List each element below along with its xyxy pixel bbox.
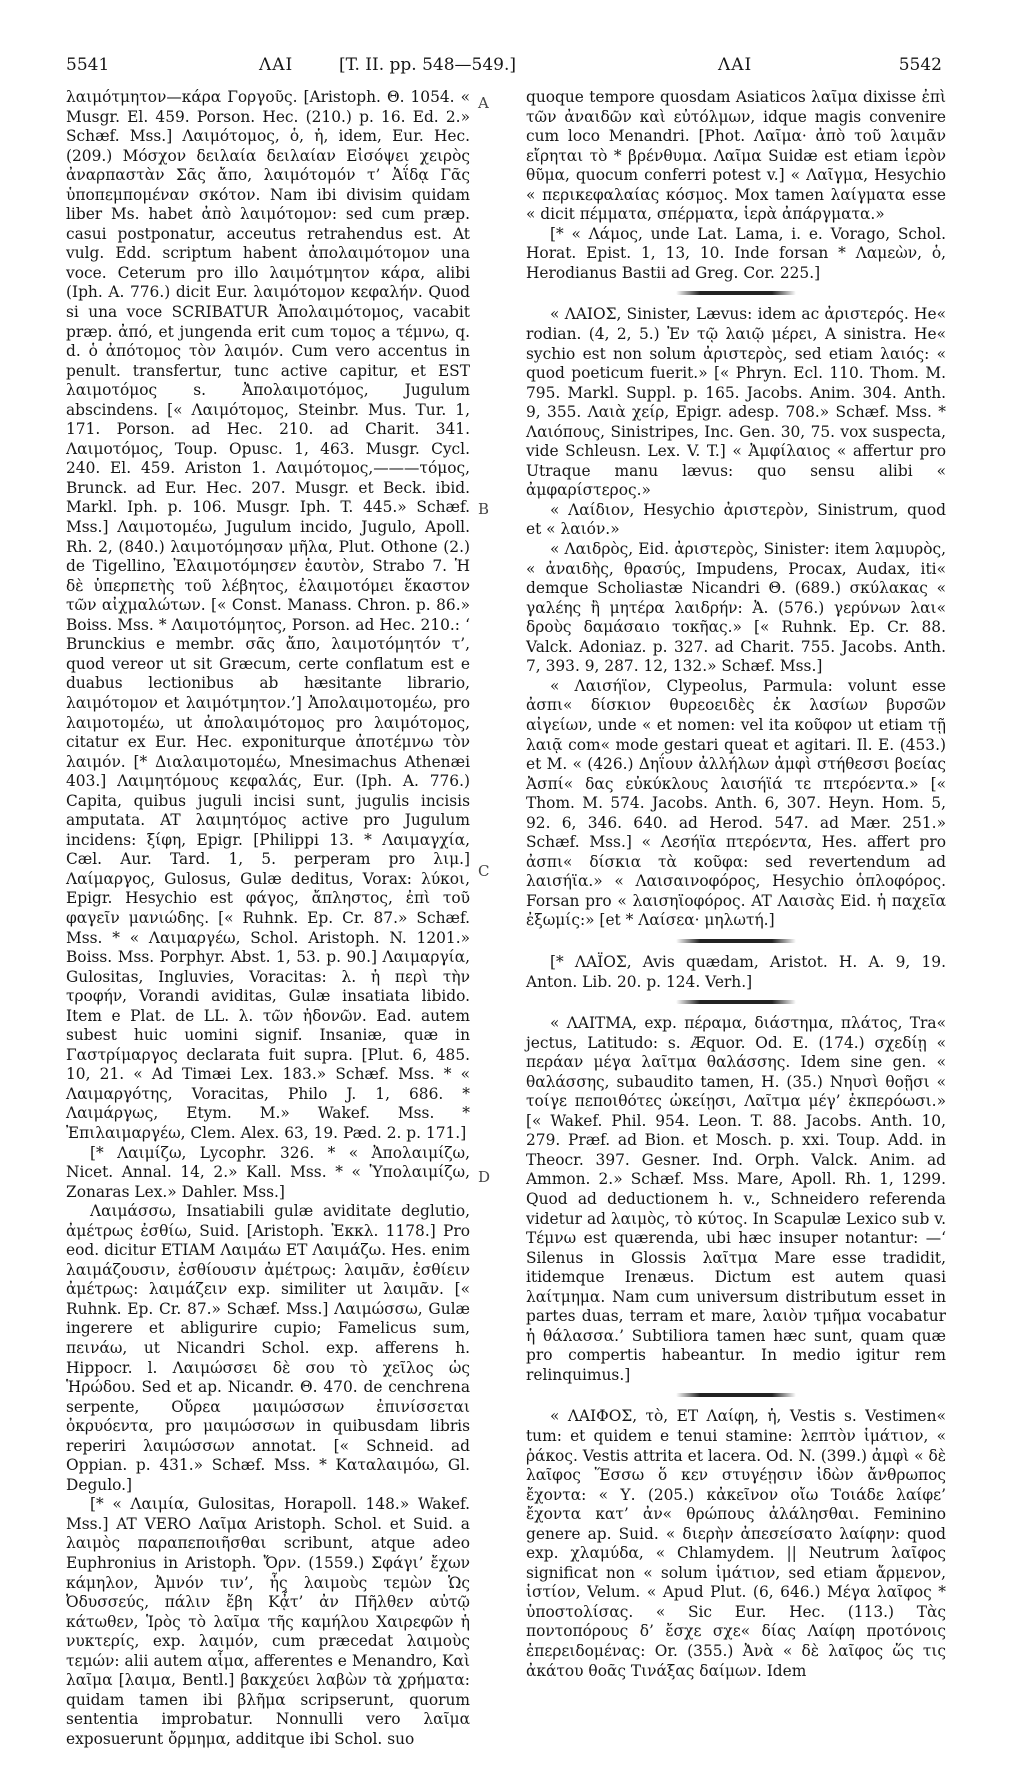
section-divider bbox=[676, 1393, 796, 1397]
entry-laidion: « Λαίδιον, Hesychio ἀριστερὸν, Sinistrum, quod et « λαιόν.» bbox=[526, 500, 946, 539]
entry-lamos: [* « Λάμος, unde Lat. Lama, i. e. Vorago, Schol. Horat. Epist. 1, 13, 10. Inde forsan * Λαμεὼν, ὁ, Herodianus Bastii ad Greg. Cor. 225.] bbox=[526, 224, 946, 282]
entry-laios-avis: [* ΛΑΪΟΣ, Avis quædam, Aristot. H. A. 9, 19. Anton. Lib. 20. p. 124. Verh.] bbox=[526, 952, 946, 991]
headword-left: ΛΑΙ bbox=[259, 55, 294, 75]
section-divider bbox=[676, 1000, 796, 1004]
left-column bbox=[66, 88, 470, 1749]
right-column bbox=[526, 88, 946, 1681]
entry-laiseion: « Λαισήϊον, Clypeolus, Parmula: volunt esse ἀσπι« δίσκιον θυρεοειδὲς ἐκ λασίων βυρσῶν αἰγείων, unde « et nomen: vel ita κοῦφον ut etiam τῇ λαιᾷ com« mode gestari queat et agitari. Il. E. (453.) et M. « (426.) Δηΐουν ἀλλήλων ἀμφὶ στήθεσσι βοείας Ἀσπί« δας εὐκύκλους λαισήϊά τε πτερόεντα.» [« Thom. M. 574. Jacobs. Anth. 6, 307. Heyn. Hom. 5, 92. 6, 346. 640. ad Herod. 547. ad Mær. 251.» Schæf. Mss.] « Λεσήϊα πτερόεντα, Hes. affert pro ἀσπι« δίσκια τὰ κοῦφα: sed revertendum ad λαισήϊα.» « Λαισαινοφόρος, Hesychio ὁπλοφόρος. Forsan pro « λαισηϊοφόρος. AT Λαισὰς Eid. ἡ παχεῖα ἐξωμίς:» [et * Λαίσεα· μηλωτή.] bbox=[526, 676, 946, 930]
margin-letter-c: C bbox=[478, 862, 490, 880]
page-number-left: 5541 bbox=[66, 55, 110, 75]
running-header bbox=[66, 50, 942, 80]
entry-laidros: « Λαιδρὸς, Eid. ἀριστερὸς, Sinister: item λαμυρὸς, « ἀναιδὴς, θρασύς, Impudens, Procax, Audax, iti« demque Scholiastæ Nicandri Θ. (689.) σκύλακας « γαλέης ἢ μητέρα λαιδρήν: Ἀ. (576.) γερύνων λαι« δροὺς δαμάσαιο τοκῆας.» [« Ruhnk. Ep. Cr. 88. Valck. Adoniaz. p. 327. ad Charit. 755. Jacobs. Anth. 7, 393. 9, 287. 12, 132.» Schæf. Mss.] bbox=[526, 540, 946, 676]
margin-letter-b: B bbox=[478, 500, 490, 518]
entry-laimia: [* « Λαιμία, Gulositas, Horapoll. 148.» Wakef. Mss.] AT VERO Λαῖμα Aristoph. Schol. et Suid. a λαιμὸς παραπεποιῆσθαι scribunt, atque adeo Euphronius in Aristoph. Ὄρν. (1559.) Σφάγι’ ἔχων κάμηλον, Ἀμνόν τιν’, ἧς λαιμοὺς τεμὼν Ὡς Ὀδυσσεύς, πάλιν ἔβη Κᾆτ’ ἀν Πῆλθεν αὐτῷ κάτωθεν, Ἱρὸς τὸ λαῖμα τῆς καμήλου Χαιρεφῶν ἡ νυκτερίς, exp. λαιμόν, cum præcedat λαιμοὺς τεμών: alii autem αἷμα, afferentes e Menandro, Καὶ λαῖμα [λαιμα, Bentl.] βακχεύει λαβὼν τὰ χρήματα: quidam tamen ibi βλῆμα scripserunt, quorum sententia improbatur. Nonnulli vero λαῖμα exposuerunt ὄρμημα, additque ibi Schol. suo bbox=[66, 1495, 470, 1748]
entry-laimasso: Λαιμάσσω, Insatiabili gulæ aviditate deglutio, ἀμέτρως ἐσθίω, Suid. [Aristoph. Ἐκκλ. 1178.] Pro eod. dicitur ETIAM Λαιμάω ET Λαιμάζω. Hes. enim λαιμάζουσιν, ἐσθίουσιν ἀμέτρως: λαιμᾶν, ἐσθίειν ἀμέτρως: λαιμάζειν exp. similiter ut λαιμᾶν. [« Ruhnk. Ep. Cr. 87.» Schæf. Mss.] Λαιμώσσω, Gulæ ingerere et abligurire cupio; Famelicus sum, πεινάω, ut Nicandri Schol. exp. afferens h. Hippocr. l. Λαιμώσσει δὲ σου τὸ χεῖλος ὡς Ἡρώδου. Sed et ap. Nicandr. Θ. 470. de cenchrena serpente, Οὔρεα μαιμώσσων ἐπινίσσεται ὀκρυόεντα, pro μαιμώσσων in quibusdam libris reperiri λαιμώσσων annotat. [« Schneid. ad Oppian. p. 431.» Schæf. Mss. * Καταλαιμόω, Gl. Degulo.] bbox=[66, 1202, 470, 1494]
margin-letter-d: D bbox=[478, 1168, 491, 1186]
entry-laimotmetos: λαιμότμητον—κάρα Γοργοῦς. [Aristoph. Θ. 1054. « Musgr. El. 459. Porson. Hec. (210.) p. 16. Ed. 2.» Schæf. Mss.] Λαιμότομος, ὁ, ἡ, idem, Eur. Hec. (209.) Μόσχον δειλαία δειλαίαν Εἰσόψει χειρὸς ἀναρπαστὰν Σᾶς ἄπο, λαιμότομόν τ’ Ἀΐδᾳ Γᾶς ὑποπεμπομέναν σκότον. Nam ibi divisim quidam liber Ms. habet ἀπὸ λαιμότομον: sed cum præp. casui postponatur, acceutus retrahendus est. At vulg. Edd. scriptum habent ἀπολαιμότομον una voce. Ceterum pro illo λαιμότμητον κάρα, alibi (Iph. A. 776.) dicit Eur. λαιμότομον κεφαλήν. Quod si una voce SCRIBATUR Ἀπολαιμότομος, vacabit præp. ἀπό, et jungenda erit cum τομος a τέμνω, q. d. ὁ ἀπότομος τὸν λαιμόν. Cum vero accentus in penult. transfertur, tunc active capitur, et EST λαιμοτόμος s. Ἀπολαιμοτόμος, Jugulum abscindens. [« Λαιμότομος, Steinbr. Mus. Tur. 1, 171. Porson. ad Hec. 210. ad Charit. 341. Λαιμοτόμος, Toup. Opusc. 1, 463. Musgr. Cycl. 240. El. 459. Ariston 1. Λαιμότομος,———τόμος, Brunck. ad Eur. Hec. 207. Musgr. et Beck. ibid. Markl. Iph. p. 106. Musgr. Iph. T. 445.» Schæf. Mss.] Λαιμοτομέω, Jugulum incido, Jugulo, Apoll. Rh. 2, (840.) λαιμοτόμησαν μῆλα, Plut. Othone (2.) de Tigellino, Ἐλαιμοτόμησεν ἑαυτὸν, Strabo 7. Ἡ δὲ ὑπερπετὴς τοῦ λέβητος, ἐλαιμοτόμει ἕκαστον τῶν αἰχμαλώτων. [« Const. Manass. Chron. p. 86.» Boiss. Mss. * Λαιμοτόμητος, Porson. ad Hec. 210.: ‘ Brunckius e membr. σᾶς ἄπο, λαιμοτόμητόν τ’, quod vereor ut sit Græcum, certe conflatum est e duabus lectionibus ab hæsitante librario, λαιμότομον et λαιμότμητον.’] Ἀπολαιμοτομέω, pro λαιμοτομέω, ut ἀπολαιμότομος pro λαιμότομος, citatur ex Eur. Hec. exponiturque ἀποτέμνω τὸν λαιμόν. [* Διαλαιμοτομέω, Mnesimachus Athenæi 403.] Λαιμητόμους κεφαλάς, Eur. (Iph. A. 776.) Capita, quibus juguli incisi sunt, jugulis incisis amputata. AT λαιμητόμος active pro Jugulum incidens: ξίφη, Epigr. [Philippi 13. * Λαιμαγχία, Cæl. Aur. Tard. 1, 5. perperam pro λιμ.] Λαίμαργος, Gulosus, Gulæ deditus, Vorax: λύκοι, Epigr. Hesychio est φάγος, ἄπληστος, ἐπὶ τοῦ φαγεῖν μανιώδης. [« Ruhnk. Ep. Cr. 87.» Schæf. Mss. * « Λαιμαργέω, Schol. Aristoph. N. 1201.» Boiss. Mss. Porphyr. Abst. 1, 53. p. 90.] Λαιμαργία, Gulositas, Ingluvies, Voracitas: λ. ἡ περὶ τὴν τροφήν, Vorandi aviditas, Gulæ insatiata libido. Item e Plat. de LL. λ. τῶν ἡδονῶν. Ead. autem subest huic uomini signif. Insaniæ, quæ in Γαστρίμαργος declarata fuit supra. [Plut. 6, 485. 10, 21. « Ad Timæi Lex. 183.» Schæf. Mss. * « Λαιμαργότης, Voracitas, Philo J. 1, 686. * Λαιμάργως, Etym. M.» Wakef. Mss. * Ἐπιλαιμαργέω, Clem. Alex. 63, 19. Pæd. 2. p. 171.] bbox=[66, 88, 470, 1142]
entry-laimizo: [* Λαιμίζω, Lycophr. 326. * « Ἀπολαιμίζω, Nicet. Annal. 14, 2.» Kall. Mss. * « Ὑπολαιμίζω, Zonaras Lex.» Dahler. Mss.] bbox=[66, 1143, 470, 1201]
margin-letter-a: A bbox=[478, 94, 489, 112]
volume-reference: [T. II. pp. 548—549.] bbox=[339, 55, 517, 75]
page-number-right: 5542 bbox=[898, 55, 942, 75]
entry-laima-continued: quoque tempore quosdam Asiaticos λαῖμα dixisse ἐπὶ τῶν ἀναιδῶν καὶ εὐτόλμων, idque magis convenire cum loco Menandri. [Phot. Λαῖμα· ἀπὸ τοῦ λαιμᾶν εἴρηται τὸ * βρένθυμα. Λαῖμα Suidæ est etiam ἱερὸν θῦμα, quocum conferri potest v.] « Λαῖγμα, Hesychio « περικεφαλαίας κόσμος. Mox tamen λαίγματα esse « dicit πέμματα, σπέρματα, ἱερὰ ἀπάργματα.» bbox=[526, 88, 946, 224]
headword-right: ΛΑΙ bbox=[718, 55, 753, 75]
section-divider bbox=[676, 939, 796, 943]
entry-laiphos: « ΛΑΙΦΟΣ, τὸ, ET Λαίφη, ἡ, Vestis s. Vestimen« tum: et quidem e tenui stamine: λεπτὸν ἱμάτιον, « ῥάκος. Vestis attrita et lacera. Od. N. (399.) ἀμφὶ « δὲ λαῖφος Ἕσσω ὅ κεν στυγέῃσιν ἰδὼν ἄνθρωπος ἔχοντα: « Υ. (205.) κἀκεῖνον οἴω Τοιάδε λαίφε’ ἔχοντα κατ’ ἀν« θρώπους ἀλάλησθαι. Feminino genere ap. Suid. « διερὴν ἀπεσείσατο λαίφην: quod exp. χλαμύδα, « Chlamydem. || Neutrum λαῖφος significat non « solum ἱμάτιον, sed etiam ἄρμενον, ἱστίον, Velum. « Apud Plut. (6, 646.) Μέγα λαῖφος * ὑποστολίσας. « Sic Eur. Hec. (113.) Τὰς ποντοπόρους δ’ ἔσχε σχε« δίας Λαίφη προτόνοις ἐπερειδομένας: Or. (355.) Ἀνὰ « δὲ λαῖφος ὥς τις ἀκάτου θοᾶς Τινάξας δαίμων. Idem bbox=[526, 1407, 946, 1680]
entry-laitma: « ΛΑΙΤΜΑ, exp. πέραμα, διάστημα, πλάτος, Tra« jectus, Latitudo: s. Æquor. Od. E. (174.) σχεδίῃ « περάαν μέγα λαῖτμα θαλάσσης. Idem sine gen. « θαλάσσης, subaudito tamen, H. (35.) Νηυσὶ θοῇσι « τοίγε πεποιθότες ὠκείῃσι, Λαῖτμα μέγ’ ἐκπερόωσι.» [« Wakef. Phil. 954. Leon. T. 88. Jacobs. Anth. 10, 279. Præf. ad Bion. et Mosch. p. xxi. Toup. Add. in Theocr. 397. Gesner. Ind. Orph. Valck. Anim. ad Ammon. 2.» Schæf. Mss. Mare, Apoll. Rh. 1, 1299. Quod ad deductionem h. v., Schneidero referenda videtur ad λαιμὸς, τὸ κύτος. In Scapulæ Lexico sub v. Τέμνω est quærenda, ubi hæc insuper notantur: —‘ Silenus in Glossis λαῖτμα Mare esse tradidit, itidemque Irenæus. Dictum est autem quasi λαίτμημα. Nam cum universum distributum esset in partes duas, terram et mare, λαιὸν τμῆμα vocabatur ἡ θάλασσα.’ Subtiliora tamen hæc sunt, quam quæ pro compertis habeantur. In medio igitur rem relinquimus.] bbox=[526, 1014, 946, 1384]
entry-laios-sinister: « ΛΑΙΟΣ, Sinister, Lævus: idem ac ἀριστερός. He« rodian. (4, 2, 5.) Ἐν τῷ λαιῷ μέρει, A sinistra. He« sychio est non solum ἀριστερὸς, sed etiam λαιός: « quod poeticum fuerit.» [« Phryn. Ecl. 110. Thom. M. 795. Markl. Suppl. p. 165. Jacobs. Anim. 304. Anth. 9, 355. Λαιὰ χείρ, Epigr. adesp. 708.» Schæf. Mss. * Λαιόπους, Sinistripes, Inc. Gen. 30, 75. vox suspecta, vide Schleusn. Lex. V. T.] « Ἀμφίλαιος « affertur pro Utraque manu lævus: quo sensu alibi « ἀμφαρίστερος.» bbox=[526, 305, 946, 500]
section-divider bbox=[676, 291, 796, 295]
